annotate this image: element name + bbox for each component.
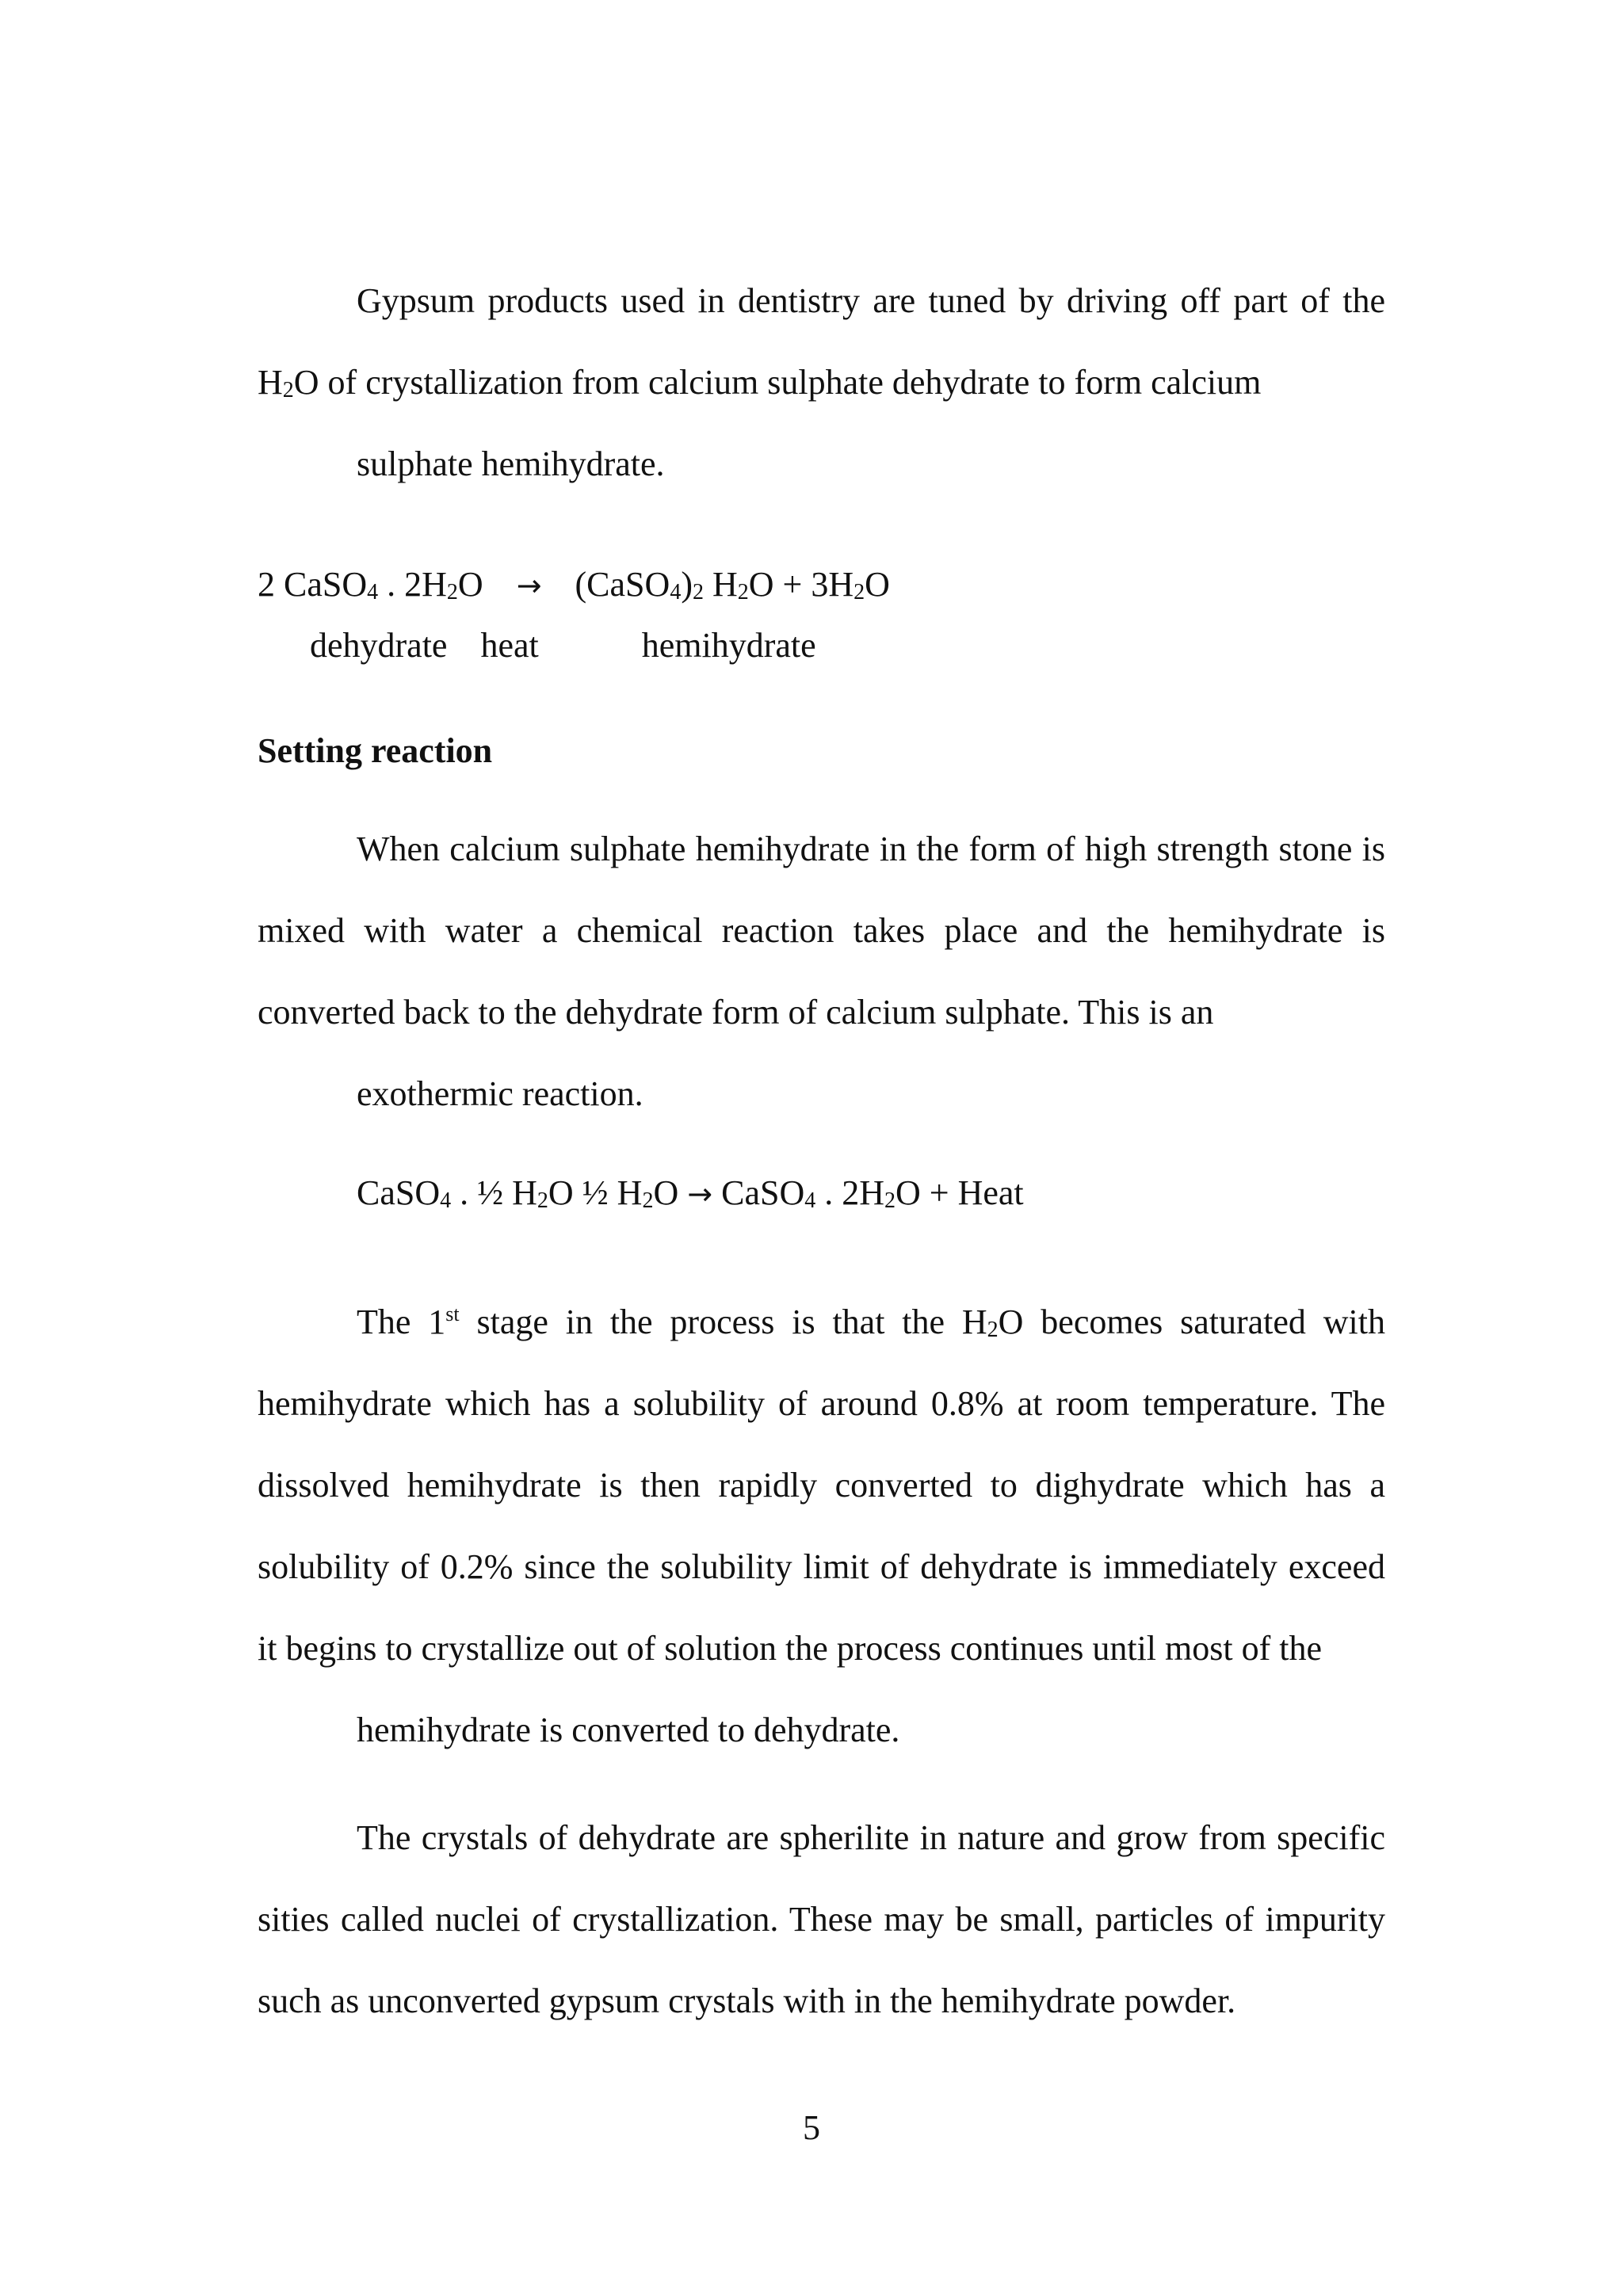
eq-term: O bbox=[865, 565, 890, 604]
paragraph-crystals bbox=[258, 1797, 1385, 2042]
subscript: 2 bbox=[884, 1188, 896, 1213]
label-heat: heat bbox=[480, 626, 539, 665]
text-line: converted back to the dehydrate form of calcium sulphate. This is an bbox=[258, 993, 1214, 1032]
subscript: 2 bbox=[692, 580, 704, 605]
text-line: such as unconverted gypsum crystals with in the hemihydrate powder. bbox=[258, 1981, 1236, 2020]
subscript: 4 bbox=[440, 1188, 452, 1213]
eq-term: CaSO bbox=[712, 1173, 805, 1212]
equation-setting bbox=[357, 1163, 1484, 1224]
text-fragment: The 1 bbox=[357, 1302, 446, 1341]
equation-labels bbox=[258, 616, 1385, 676]
eq-term: ) bbox=[681, 565, 693, 604]
text-line: hemihydrate which has a solubility of around 0.8% at room temperature. The bbox=[258, 1384, 1385, 1423]
subscript: 2 bbox=[737, 580, 749, 605]
equation-row bbox=[258, 555, 1385, 616]
text-line: is mixed with water a chemical reaction takes place and the hemihydrate is bbox=[258, 830, 1385, 950]
text-line bbox=[258, 363, 1261, 402]
eq-term: . ½ H bbox=[451, 1173, 537, 1212]
subscript: 4 bbox=[367, 580, 379, 605]
text-line: hemihydrate is converted to dehydrate. bbox=[357, 1711, 900, 1749]
text-line: Gypsum products used in dentistry are tuned by driving off part of the bbox=[357, 281, 1385, 320]
text-line: it begins to crystallize out of solution the process continues until most of the bbox=[258, 1629, 1323, 1668]
eq-term: . 2H bbox=[378, 565, 447, 604]
eq-term: . 2H bbox=[815, 1173, 884, 1212]
arrow-right-icon: → bbox=[516, 568, 542, 603]
eq-term: O ½ H bbox=[548, 1173, 643, 1212]
label-hemihydrate: hemihydrate bbox=[641, 626, 816, 665]
text-line: exothermic reaction. bbox=[357, 1074, 643, 1113]
equation-dehydration bbox=[258, 555, 1385, 676]
eq-term: CaSO bbox=[357, 1173, 441, 1212]
text-line: The crystals of dehydrate are spherilite in nature and grow from specific bbox=[357, 1818, 1385, 1857]
eq-term: (CaSO bbox=[575, 565, 670, 604]
label-dehydrate: dehydrate bbox=[310, 626, 448, 665]
text-fragment: stage in the process is that the H bbox=[459, 1302, 987, 1341]
subscript: 2 bbox=[987, 1318, 999, 1342]
subscript: 2 bbox=[446, 580, 458, 605]
page-number: 5 bbox=[803, 2108, 820, 2147]
subscript: 2 bbox=[854, 580, 865, 605]
text-fragment: H bbox=[258, 363, 283, 402]
text-line: sulphate hemihydrate. bbox=[357, 444, 665, 483]
subscript: 2 bbox=[537, 1188, 548, 1213]
eq-term: O bbox=[457, 565, 483, 604]
paragraph-setting-reaction bbox=[258, 808, 1385, 1135]
text-line: When calcium sulphate hemihydrate in the form of high strength stone bbox=[357, 830, 1353, 868]
paragraph-gypsum-intro bbox=[258, 260, 1385, 505]
eq-term: 2 CaSO bbox=[258, 565, 368, 604]
paragraph-stage-process bbox=[258, 1281, 1385, 1771]
arrow-right-icon: → bbox=[687, 1177, 713, 1211]
eq-term: H bbox=[703, 565, 738, 604]
subscript: 2 bbox=[282, 378, 294, 402]
text-line: sities called nuclei of crystallization. These may be small, particles of impurity bbox=[258, 1900, 1385, 1939]
eq-term: O + Heat bbox=[896, 1173, 1024, 1212]
subscript: 2 bbox=[642, 1188, 654, 1213]
superscript: st bbox=[445, 1302, 460, 1325]
section-heading: Setting reaction bbox=[258, 731, 493, 770]
text-line: solubility of 0.2% since the solubility limit of dehydrate is immediately exceed bbox=[258, 1547, 1385, 1586]
text-line: dissolved hemihydrate is then rapidly converted to dighydrate which has a bbox=[258, 1466, 1385, 1505]
text-fragment: O of crystallization from calcium sulphate dehydrate to form calcium bbox=[293, 363, 1262, 402]
eq-term: O + 3H bbox=[748, 565, 854, 604]
subscript: 4 bbox=[670, 580, 682, 605]
text-line bbox=[357, 1302, 1385, 1341]
text-fragment: O becomes saturated with bbox=[998, 1302, 1385, 1341]
eq-term: O bbox=[653, 1173, 688, 1212]
subscript: 4 bbox=[804, 1188, 816, 1213]
